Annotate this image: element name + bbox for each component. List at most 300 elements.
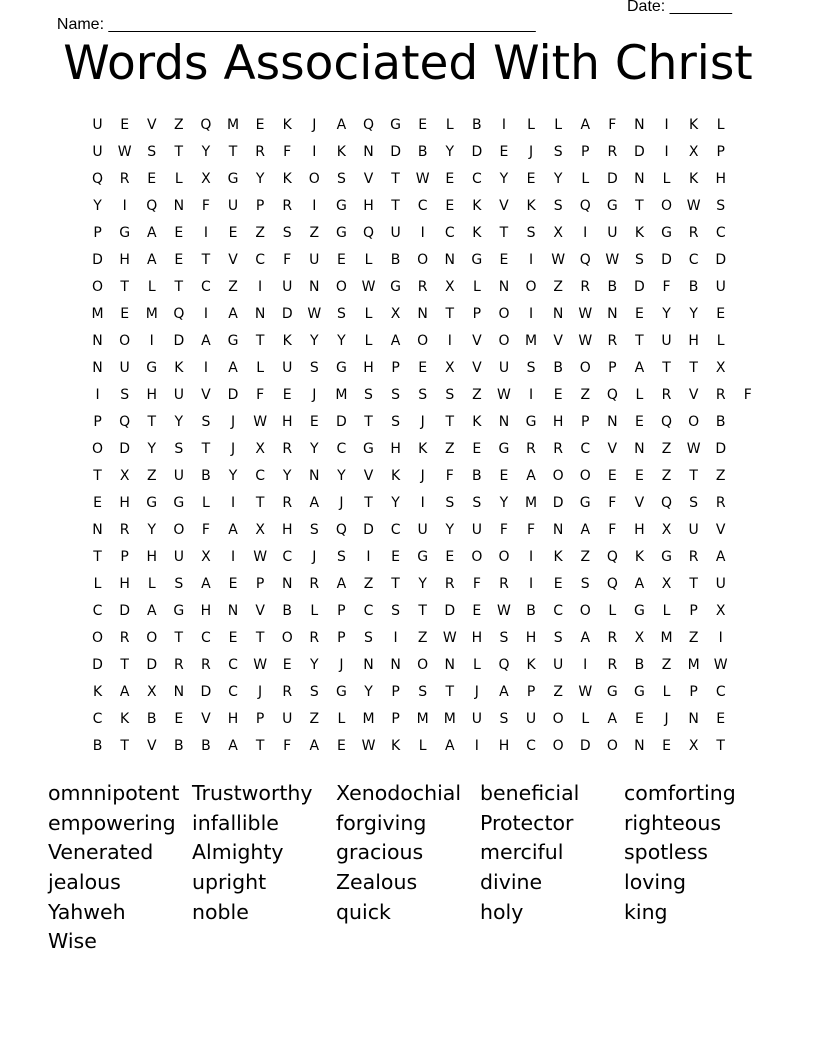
grid-cell[interactable]: W [713,657,728,673]
grid-cell[interactable]: L [716,117,725,133]
grid-cell[interactable]: T [689,360,698,376]
grid-cell[interactable]: I [420,495,425,511]
grid-cell[interactable]: Z [553,279,563,295]
grid-cell[interactable]: Y [499,495,509,511]
grid-cell[interactable]: D [579,738,591,754]
grid-cell[interactable]: N [607,306,618,322]
grid-cell[interactable]: S [309,360,319,376]
grid-cell[interactable]: J [420,414,425,430]
grid-cell[interactable]: A [580,630,591,646]
grid-cell[interactable]: T [445,684,455,700]
grid-cell[interactable]: O [579,468,591,484]
grid-cell[interactable]: T [689,576,698,592]
grid-cell[interactable]: O [498,306,510,322]
grid-cell[interactable]: Y [282,468,292,484]
grid-cell[interactable]: F [256,387,265,403]
grid-cell[interactable]: U [173,387,184,403]
grid-cell[interactable]: B [688,279,699,295]
grid-cell[interactable]: J [312,117,317,133]
grid-cell[interactable]: E [445,171,455,187]
grid-cell[interactable]: L [418,738,427,754]
grid-cell[interactable]: L [472,657,481,673]
grid-cell[interactable]: N [227,603,239,619]
grid-cell[interactable]: Q [362,225,374,241]
grid-cell[interactable]: Y [147,441,157,457]
grid-cell[interactable]: Y [662,306,671,322]
grid-cell[interactable]: N [417,306,428,322]
grid-cell[interactable]: S [418,684,428,700]
grid-cell[interactable]: K [553,549,563,565]
grid-cell[interactable]: I [393,630,398,646]
grid-cell[interactable]: E [716,306,726,322]
grid-cell[interactable]: H [200,603,212,619]
grid-cell[interactable]: H [525,630,537,646]
grid-cell[interactable]: W [442,630,457,646]
grid-cell[interactable]: Y [689,306,698,322]
grid-cell[interactable]: Z [661,657,672,673]
grid-cell[interactable]: T [635,198,644,214]
grid-cell[interactable]: B [607,279,618,295]
grid-cell[interactable]: W [497,603,511,619]
grid-cell[interactable]: O [498,333,510,349]
grid-cell[interactable]: N [281,576,293,592]
grid-cell[interactable]: N [498,279,510,295]
grid-cell[interactable]: R [201,657,211,673]
grid-cell[interactable]: O [92,630,104,646]
grid-cell[interactable]: F [201,198,210,214]
grid-cell[interactable]: L [202,495,210,511]
grid-cell[interactable]: R [255,144,265,160]
grid-cell[interactable]: V [472,360,482,376]
grid-cell[interactable]: W [497,387,511,403]
grid-cell[interactable]: V [201,387,211,403]
grid-cell[interactable]: N [444,657,455,673]
grid-cell[interactable]: R [499,576,509,592]
grid-cell[interactable]: U [227,198,239,214]
grid-cell[interactable]: S [418,387,428,403]
grid-cell[interactable]: J [664,711,669,727]
grid-cell[interactable]: E [716,711,726,727]
grid-cell[interactable]: K [526,657,536,673]
grid-cell[interactable]: O [606,738,618,754]
grid-cell[interactable]: E [634,468,644,484]
grid-cell[interactable]: I [203,306,208,322]
grid-cell[interactable]: V [146,117,157,133]
grid-cell[interactable]: M [443,711,456,727]
grid-cell[interactable]: P [472,306,482,322]
grid-cell[interactable]: O [335,279,347,295]
grid-cell[interactable]: L [364,306,373,322]
grid-cell[interactable]: X [688,738,699,754]
grid-cell[interactable]: F [283,252,292,268]
grid-cell[interactable]: A [201,333,211,349]
grid-cell[interactable]: W [578,333,593,349]
grid-cell[interactable]: G [173,495,185,511]
grid-cell[interactable]: O [471,549,483,565]
grid-cell[interactable]: G [146,360,158,376]
grid-cell[interactable]: R [119,171,130,187]
grid-cell[interactable]: D [92,252,103,268]
grid-cell[interactable]: M [91,306,104,322]
grid-cell[interactable]: O [281,630,293,646]
grid-cell[interactable]: Q [579,252,591,268]
grid-cell[interactable]: S [391,387,401,403]
grid-cell[interactable]: H [390,441,401,457]
grid-cell[interactable]: L [256,360,265,376]
grid-cell[interactable]: X [634,630,645,646]
grid-cell[interactable]: Q [335,522,347,538]
grid-cell[interactable]: Q [92,171,104,187]
grid-cell[interactable]: I [718,630,723,646]
grid-cell[interactable]: R [553,441,563,457]
grid-cell[interactable]: Q [661,495,673,511]
grid-cell[interactable]: W [605,252,620,268]
grid-cell[interactable]: Y [364,684,373,700]
grid-cell[interactable]: S [364,630,373,646]
grid-cell[interactable]: D [606,171,618,187]
grid-cell[interactable]: Y [445,522,455,538]
grid-cell[interactable]: F [608,117,617,133]
grid-cell[interactable]: A [146,252,157,268]
grid-cell[interactable]: S [499,711,509,727]
grid-cell[interactable]: S [472,495,482,511]
grid-cell[interactable]: Y [93,198,102,214]
grid-cell[interactable]: T [201,252,211,268]
grid-cell[interactable]: E [634,711,644,727]
grid-cell[interactable]: M [687,657,700,673]
grid-cell[interactable]: H [498,738,510,754]
grid-cell[interactable]: Z [309,711,320,727]
grid-cell[interactable]: T [174,144,184,160]
grid-cell[interactable]: R [282,441,293,457]
grid-cell[interactable]: A [146,225,157,241]
grid-cell[interactable]: H [281,414,293,430]
grid-cell[interactable]: Y [337,468,346,484]
grid-cell[interactable]: T [689,468,698,484]
grid-cell[interactable]: V [201,711,211,727]
grid-cell[interactable]: G [227,333,239,349]
grid-cell[interactable]: I [528,252,534,268]
grid-cell[interactable]: C [553,603,564,619]
grid-cell[interactable]: C [92,711,103,727]
grid-cell[interactable]: U [92,117,103,133]
grid-cell[interactable]: A [715,549,726,565]
grid-cell[interactable]: M [362,711,375,727]
grid-cell[interactable]: T [255,738,265,754]
grid-cell[interactable]: H [471,630,483,646]
grid-cell[interactable]: J [528,144,534,160]
grid-cell[interactable]: U [309,252,320,268]
grid-cell[interactable]: L [364,252,373,268]
grid-cell[interactable]: D [390,144,401,160]
grid-cell[interactable]: Y [201,144,211,160]
grid-cell[interactable]: N [309,279,320,295]
grid-cell[interactable]: X [119,468,130,484]
grid-cell[interactable]: A [119,684,130,700]
grid-cell[interactable]: T [391,198,400,214]
grid-cell[interactable]: N [309,468,320,484]
grid-cell[interactable]: B [92,738,103,754]
grid-cell[interactable]: D [634,279,645,295]
grid-cell[interactable]: G [119,225,131,241]
grid-cell[interactable]: A [336,117,347,133]
grid-cell[interactable]: N [498,414,510,430]
grid-cell[interactable]: I [420,225,425,241]
grid-cell[interactable]: V [553,333,563,349]
grid-cell[interactable]: E [553,387,563,403]
grid-cell[interactable]: E [309,414,319,430]
grid-cell[interactable]: N [688,711,699,727]
grid-cell[interactable]: K [472,414,482,430]
grid-cell[interactable]: T [635,333,644,349]
grid-cell[interactable]: G [606,198,618,214]
grid-cell[interactable]: G [471,252,483,268]
grid-cell[interactable]: E [607,468,617,484]
grid-cell[interactable]: H [363,198,374,214]
grid-cell[interactable]: W [686,441,701,457]
grid-cell[interactable]: D [92,657,103,673]
grid-cell[interactable]: A [526,468,536,484]
grid-cell[interactable]: L [608,603,617,619]
grid-cell[interactable]: T [93,549,102,565]
grid-cell[interactable]: Q [119,414,131,430]
grid-cell[interactable]: G [606,684,618,700]
grid-cell[interactable]: T [120,279,129,295]
grid-cell[interactable]: V [363,468,374,484]
grid-cell[interactable]: Y [553,171,563,187]
grid-cell[interactable]: Z [553,684,563,700]
grid-cell[interactable]: R [173,657,184,673]
grid-cell[interactable]: G [633,603,645,619]
grid-cell[interactable]: J [258,684,263,700]
grid-cell[interactable]: N [634,117,645,133]
grid-cell[interactable]: L [662,603,671,619]
grid-cell[interactable]: N [552,306,564,322]
grid-cell[interactable]: R [282,198,293,214]
grid-cell[interactable]: M [660,630,673,646]
grid-cell[interactable]: Q [579,198,591,214]
grid-cell[interactable]: P [255,711,265,727]
grid-cell[interactable]: N [173,684,185,700]
grid-cell[interactable]: X [715,360,726,376]
grid-cell[interactable]: W [361,279,376,295]
grid-cell[interactable]: Z [255,225,265,241]
grid-cell[interactable]: O [92,441,104,457]
grid-cell[interactable]: U [607,225,618,241]
grid-cell[interactable]: G [525,414,537,430]
grid-cell[interactable]: X [688,144,699,160]
grid-cell[interactable]: L [554,117,563,133]
grid-cell[interactable]: Z [444,441,455,457]
grid-cell[interactable]: U [471,522,482,538]
grid-cell[interactable]: H [715,171,726,187]
grid-cell[interactable]: C [471,171,482,187]
grid-cell[interactable]: V [688,387,699,403]
grid-cell[interactable]: D [119,441,131,457]
grid-cell[interactable]: X [715,603,726,619]
grid-cell[interactable]: W [307,306,322,322]
grid-cell[interactable]: E [147,171,157,187]
grid-cell[interactable]: H [688,333,699,349]
grid-cell[interactable]: U [282,711,293,727]
grid-cell[interactable]: L [147,576,156,592]
grid-cell[interactable]: Q [606,549,618,565]
grid-cell[interactable]: I [583,657,588,673]
grid-cell[interactable]: Y [174,414,184,430]
grid-cell[interactable]: Q [661,414,673,430]
grid-cell[interactable]: N [552,522,564,538]
grid-cell[interactable]: U [715,576,726,592]
grid-cell[interactable]: E [553,576,563,592]
grid-cell[interactable]: C [688,252,699,268]
grid-cell[interactable]: A [444,738,455,754]
grid-cell[interactable]: P [526,684,536,700]
grid-cell[interactable]: S [634,252,644,268]
grid-cell[interactable]: Q [362,117,374,133]
grid-cell[interactable]: O [688,414,700,430]
grid-cell[interactable]: U [553,657,564,673]
grid-cell[interactable]: I [528,576,534,592]
grid-cell[interactable]: P [689,603,698,619]
grid-cell[interactable]: A [228,360,238,376]
grid-cell[interactable]: Y [310,441,319,457]
grid-cell[interactable]: U [715,279,726,295]
grid-cell[interactable]: O [661,198,673,214]
grid-cell[interactable]: E [499,144,509,160]
grid-cell[interactable]: E [228,576,238,592]
grid-cell[interactable]: E [228,630,238,646]
grid-cell[interactable]: A [634,576,645,592]
grid-cell[interactable]: G [661,549,672,565]
grid-cell[interactable]: B [390,252,401,268]
grid-cell[interactable]: G [363,441,374,457]
grid-cell[interactable]: O [173,522,185,538]
grid-cell[interactable]: N [634,171,645,187]
grid-cell[interactable]: T [174,630,184,646]
grid-cell[interactable]: X [255,441,265,457]
grid-cell[interactable]: S [580,576,590,592]
grid-cell[interactable]: C [228,684,238,700]
grid-cell[interactable]: Z [688,630,699,646]
grid-cell[interactable]: S [282,225,292,241]
grid-cell[interactable]: Z [472,387,482,403]
grid-cell[interactable]: C [201,630,211,646]
grid-cell[interactable]: J [312,549,317,565]
grid-cell[interactable]: F [283,738,292,754]
grid-cell[interactable]: P [255,198,265,214]
grid-cell[interactable]: A [228,306,238,322]
grid-cell[interactable]: Z [174,117,184,133]
grid-cell[interactable]: Z [715,468,726,484]
grid-cell[interactable]: B [526,603,536,619]
grid-cell[interactable]: R [688,549,699,565]
grid-cell[interactable]: O [146,630,158,646]
grid-cell[interactable]: X [444,360,455,376]
grid-cell[interactable]: U [173,468,184,484]
grid-cell[interactable]: X [201,549,211,565]
grid-cell[interactable]: G [173,603,185,619]
grid-cell[interactable]: L [174,171,183,187]
grid-cell[interactable]: N [254,306,266,322]
grid-cell[interactable]: B [715,414,726,430]
grid-cell[interactable]: N [634,738,645,754]
grid-cell[interactable]: E [174,252,184,268]
grid-cell[interactable]: L [581,171,590,187]
grid-cell[interactable]: Q [146,198,158,214]
grid-cell[interactable]: Q [606,387,618,403]
grid-cell[interactable]: F [499,522,508,538]
grid-cell[interactable]: H [281,522,293,538]
grid-cell[interactable]: S [120,387,130,403]
grid-cell[interactable]: R [444,576,455,592]
grid-cell[interactable]: K [282,333,292,349]
grid-cell[interactable]: D [119,603,131,619]
grid-cell[interactable]: B [634,657,645,673]
grid-cell[interactable]: S [336,171,346,187]
grid-cell[interactable]: U [282,279,293,295]
grid-cell[interactable]: I [528,549,534,565]
grid-cell[interactable]: Z [580,387,591,403]
grid-cell[interactable]: U [661,333,672,349]
grid-cell[interactable]: V [228,252,238,268]
grid-cell[interactable]: I [583,225,588,241]
grid-cell[interactable]: S [445,495,455,511]
grid-cell[interactable]: L [662,171,671,187]
grid-cell[interactable]: B [417,144,428,160]
grid-cell[interactable]: A [228,738,238,754]
grid-cell[interactable]: W [253,657,268,673]
grid-cell[interactable]: S [526,360,536,376]
grid-cell[interactable]: R [661,387,672,403]
grid-cell[interactable]: I [528,306,534,322]
grid-cell[interactable]: E [499,252,509,268]
grid-cell[interactable]: S [689,495,699,511]
grid-cell[interactable]: C [580,441,591,457]
grid-cell[interactable]: O [417,333,429,349]
grid-cell[interactable]: G [390,117,401,133]
grid-cell[interactable]: O [308,171,320,187]
grid-cell[interactable]: E [282,657,292,673]
grid-cell[interactable]: Y [445,144,455,160]
grid-cell[interactable]: A [228,522,238,538]
grid-cell[interactable]: R [282,684,293,700]
grid-cell[interactable]: T [418,603,427,619]
grid-cell[interactable]: L [662,684,671,700]
grid-cell[interactable]: R [607,630,618,646]
grid-cell[interactable]: E [228,225,238,241]
grid-cell[interactable]: L [310,603,319,619]
grid-cell[interactable]: G [335,225,347,241]
grid-cell[interactable]: H [119,252,130,268]
grid-cell[interactable]: W [551,252,566,268]
grid-cell[interactable]: E [418,117,428,133]
grid-cell[interactable]: D [444,603,456,619]
grid-cell[interactable]: S [391,603,401,619]
grid-cell[interactable]: S [499,630,509,646]
grid-cell[interactable]: X [444,279,455,295]
grid-cell[interactable]: W [415,171,430,187]
grid-cell[interactable]: T [662,360,671,376]
grid-cell[interactable]: R [607,144,618,160]
grid-cell[interactable]: K [336,144,346,160]
grid-cell[interactable]: H [146,549,157,565]
grid-cell[interactable]: K [472,225,482,241]
grid-cell[interactable]: S [445,387,455,403]
grid-cell[interactable]: Y [337,333,346,349]
grid-cell[interactable]: P [581,144,590,160]
grid-cell[interactable]: D [227,387,239,403]
grid-cell[interactable]: I [122,198,127,214]
